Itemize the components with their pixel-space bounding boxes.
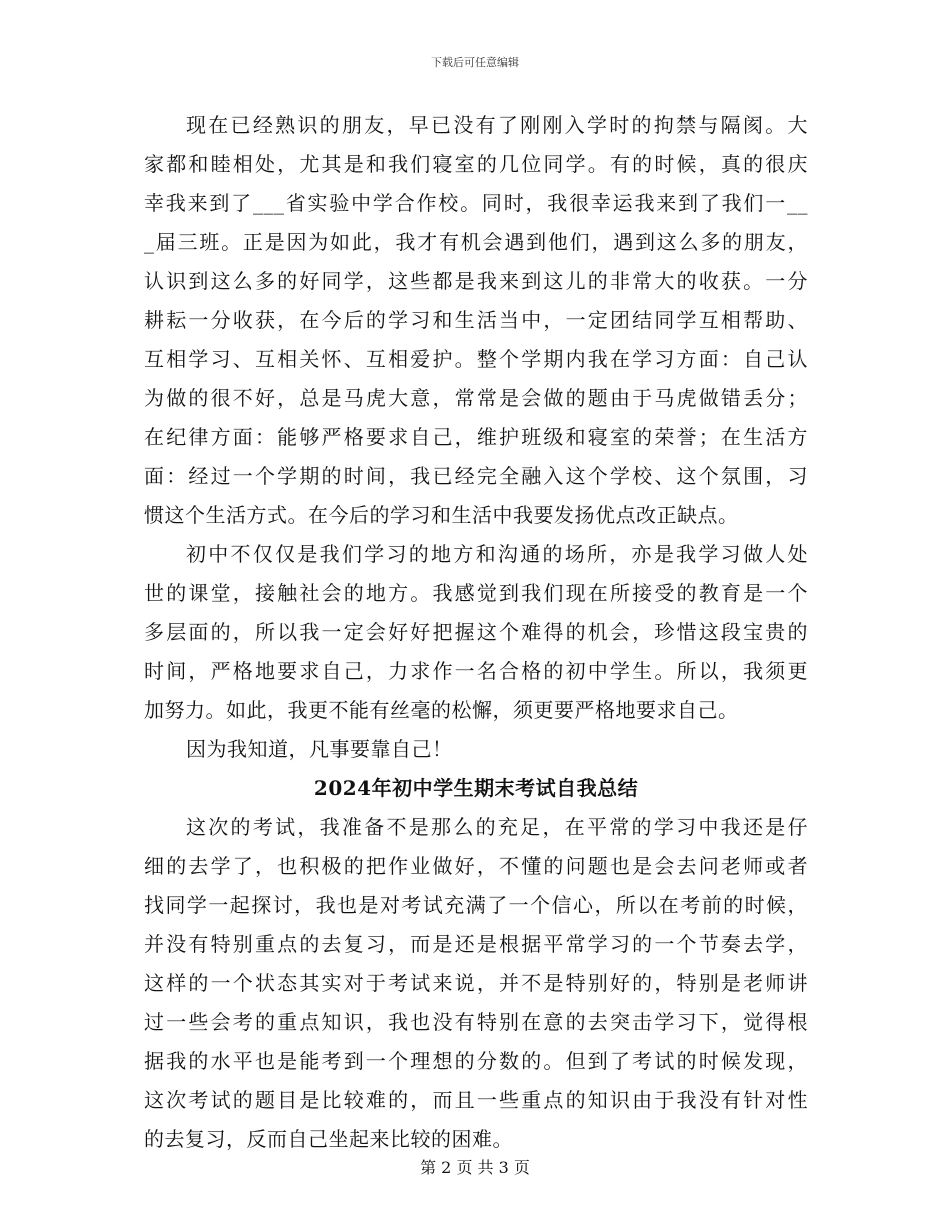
paragraph-line: 据我的水平也是能考到一个理想的分数的。但到了考试的时候发现， xyxy=(144,1049,808,1073)
paragraph-line: 多层面的，所以我一定会好好把握这个难得的机会，珍惜这段宝贵的 xyxy=(144,620,808,644)
paragraph-line: 这次考试的题目是比较难的，而且一些重点的知识由于我没有针对性 xyxy=(144,1088,808,1112)
paragraph-line: 认识到这么多的好同学，这些都是我来到这儿的非常大的收获。一分 xyxy=(144,269,808,293)
section-title: 2024年初中学生期末考试自我总结 xyxy=(313,776,639,800)
paragraph-line: 初中不仅仅是我们学习的地方和沟通的场所，亦是我学习做人处 xyxy=(186,542,808,566)
paragraph-line: 这样的一个状态其实对于考试来说，并不是特别好的，特别是老师讲 xyxy=(144,971,808,995)
document-body xyxy=(144,106,808,1159)
paragraph-line: 这次的考试，我准备不是那么的充足，在平常的学习中我还是仔 xyxy=(186,815,808,839)
paragraph-line: 过一些会考的重点知识，我也没有特别在意的去突击学习下，觉得根 xyxy=(144,1010,808,1034)
paragraph-line: 耕耘一分收获，在今后的学习和生活当中，一定团结同学互相帮助、 xyxy=(144,308,808,332)
paragraph-line: 面：经过一个学期的时间，我已经完全融入这个学校、这个氛围，习 xyxy=(144,464,808,488)
paragraph-line: 幸我来到了___省实验中学合作校。同时，我很幸运我来到了我们一__ xyxy=(144,191,808,215)
paragraph-line: 现在已经熟识的朋友，早已没有了刚刚入学时的拘禁与隔阂。大 xyxy=(186,113,808,137)
paragraph-line: 惯这个生活方式。在今后的学习和生活中我要发扬优点改正缺点。 xyxy=(144,503,739,527)
paragraph-line: 找同学一起探讨，我也是对考试充满了一个信心，所以在考前的时候， xyxy=(144,893,808,917)
header-note: 下载后可任意编辑 xyxy=(431,56,519,69)
paragraph-line: 细的去学了，也积极的把作业做好，不懂的问题也是会去问老师或者 xyxy=(144,854,808,878)
paragraph-line: 加努力。如此，我更不能有丝毫的松懈，须更要严格地要求自己。 xyxy=(144,698,739,722)
paragraph-line: 时间，严格地要求自己，力求作一名合格的初中学生。所以，我须更 xyxy=(144,659,808,683)
paragraph-line: 在纪律方面：能够严格要求自己，维护班级和寝室的荣誉；在生活方 xyxy=(144,425,808,449)
paragraph-line: _届三班。正是因为如此，我才有机会遇到他们，遇到这么多的朋友， xyxy=(144,230,808,254)
paragraph-line: 并没有特别重点的去复习，而是还是根据平常学习的一个节奏去学， xyxy=(144,932,808,956)
paragraph-line: 互相学习、互相关怀、互相爱护。整个学期内我在学习方面：自己认 xyxy=(144,347,808,371)
paragraph-line: 因为我知道，凡事要靠自己！ xyxy=(186,737,453,761)
paragraph-line: 家都和睦相处，尤其是和我们寝室的几位同学。有的时候，真的很庆 xyxy=(144,152,808,176)
page-number: 第 2 页 共 3 页 xyxy=(420,1158,530,1177)
paragraph-line: 世的课堂，接触社会的地方。我感觉到我们现在所接受的教育是一个 xyxy=(144,581,808,605)
paragraph-line: 为做的很不好，总是马虎大意，常常是会做的题由于马虎做错丢分； xyxy=(144,386,808,410)
paragraph-line: 的去复习，反而自己坐起来比较的困难。 xyxy=(144,1127,513,1151)
